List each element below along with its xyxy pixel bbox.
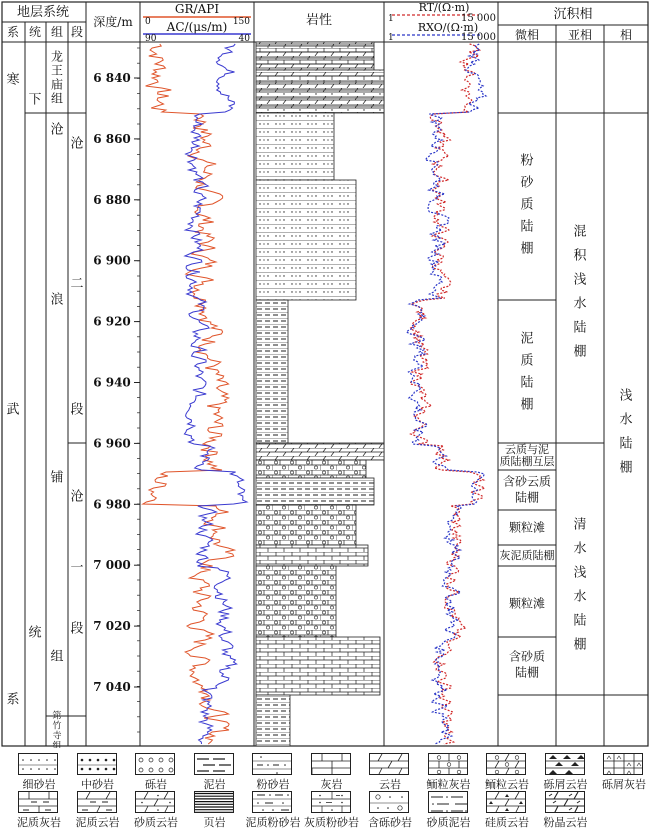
legend-label: 云岩	[379, 778, 401, 791]
member-2-char: 沧	[70, 136, 84, 152]
silt-crystal-dolomite-swatch	[545, 791, 585, 813]
member-1-char: 段	[70, 621, 84, 637]
conglomerate-swatch	[135, 753, 175, 775]
legend-label: 砾屑云岩	[543, 778, 588, 791]
legend-item-limestone	[303, 753, 361, 793]
legend-item-mudstone	[186, 753, 244, 793]
lithology-block	[256, 82, 384, 90]
legend-label: 泥质云岩	[75, 816, 120, 829]
member-2-char: 二	[70, 276, 84, 292]
depth-tick-label: 6 880	[93, 192, 131, 207]
formation-main-char: 沧	[50, 122, 64, 138]
legend-item-sandy-dolomite	[127, 791, 185, 831]
legend-label: 砾岩	[145, 778, 167, 791]
legend-label: 砂质泥岩	[426, 816, 471, 829]
legend-label: 含砾砂岩	[368, 816, 412, 829]
microfacies-label-char: 陆	[520, 219, 534, 235]
rt-label: RT/(Ω·m)	[418, 1, 470, 14]
facies-label-char: 水	[619, 412, 633, 428]
legend-item-pebbly-sandstone	[361, 791, 419, 831]
microfacies-label: 灰泥质陆棚	[499, 549, 555, 562]
legend-label: 泥质灰岩	[17, 816, 61, 829]
system-label-char: 寒	[6, 72, 20, 88]
depth-tick-label: 6 980	[93, 497, 131, 512]
subfacies-label-char: 陆	[573, 320, 587, 336]
microfacies-label: 陆棚	[514, 490, 540, 505]
depth-header: 深度/m	[93, 15, 133, 29]
formation-bottom-char: 竹	[52, 721, 62, 732]
depth-tick-label: 6 860	[93, 131, 131, 146]
microfacies-label-char: 质	[520, 353, 534, 369]
subfacies-label-char: 积	[573, 248, 587, 264]
legend-label: 泥岩	[203, 778, 226, 791]
argillaceous-limestone-swatch	[18, 791, 58, 813]
facies-header: 沉积相	[553, 7, 593, 22]
lithology-block	[256, 505, 356, 545]
depth-tick-label: 7 040	[93, 680, 131, 694]
formation-bottom-char: 组	[52, 741, 62, 748]
legend-label: 粉砂岩	[256, 778, 290, 791]
lithology-block	[256, 545, 368, 566]
ac-max: 40	[238, 34, 250, 44]
depth-tick-label: 7 020	[93, 619, 131, 634]
legend-item-intraclast-limestone	[595, 753, 650, 793]
group-header: 组	[50, 25, 64, 39]
legend-item-argillaceous-limestone	[10, 791, 68, 831]
shale-swatch	[194, 791, 234, 813]
legend-item-oolitic-limestone	[420, 753, 478, 793]
microfacies-label: 含砂云质	[502, 474, 552, 489]
formation-top-char: 庙	[50, 77, 64, 92]
lithology-header: 岩性	[305, 13, 333, 28]
lithology-block	[256, 460, 366, 478]
legend-item-sandy-mudstone	[420, 791, 478, 831]
formation-top-char: 龙	[50, 49, 64, 64]
rt-curve	[410, 44, 484, 744]
depth-tick-label: 6 840	[93, 71, 131, 85]
formation-main-char: 浪	[50, 292, 64, 308]
legend-item-medium-sand	[69, 753, 127, 793]
ac-label: AC/(μs/m)	[166, 20, 228, 34]
legend-label: 砾屑灰岩	[602, 778, 646, 791]
lithology-block	[256, 46, 374, 52]
facies-label-char: 浅	[619, 388, 633, 404]
depth-tick-label: 6 960	[93, 436, 131, 451]
oolitic-limestone-swatch	[428, 753, 468, 775]
rt-min: 1	[388, 14, 394, 24]
rxo-max: 15 000	[461, 32, 496, 43]
system-label-char: 武	[6, 402, 20, 418]
facies-col-header: 相	[619, 28, 633, 42]
depth-tick-label: 6 900	[93, 253, 131, 268]
facies-label-char: 棚	[619, 460, 633, 476]
legend-item-shale	[186, 791, 244, 831]
legend-item-silt-crystal-dolomite	[537, 791, 595, 831]
legend-label: 灰岩	[320, 778, 343, 791]
microfacies-label: 云质与泥	[505, 443, 549, 456]
member-1-char: 一	[70, 560, 84, 576]
legend-item-calcareous-siltstone	[303, 791, 361, 831]
subfacies-label-char: 陆	[573, 613, 587, 629]
legend-label: 页岩	[203, 816, 226, 829]
gr-max: 150	[232, 17, 250, 27]
fine-sand-swatch	[18, 753, 58, 775]
stratigraphy-header: 地层系统	[16, 5, 70, 20]
lithology-block	[256, 76, 384, 82]
sandy-mudstone-swatch	[428, 791, 468, 813]
depth-tick-label: 6 940	[93, 375, 131, 390]
legend-item-dolomite	[361, 753, 419, 793]
dolomite-swatch	[369, 753, 409, 775]
ac-min: 90	[145, 34, 157, 44]
depth-tick-label: 6 920	[93, 314, 131, 329]
depth-tick-label: 7 000	[93, 558, 131, 573]
microfacies-label-char: 质	[520, 197, 534, 213]
legend-label: 硅质云岩	[485, 816, 529, 829]
lithology-block	[256, 98, 384, 106]
gr-label: GR/API	[174, 2, 220, 16]
argillaceous-siltstone-swatch	[252, 791, 292, 813]
microfacies-label: 质陆棚互层	[499, 455, 555, 468]
formation-main-char: 组	[50, 649, 64, 665]
lithology-block	[256, 566, 336, 637]
mudstone-swatch	[194, 753, 234, 775]
subfacies-label-char: 混	[573, 224, 587, 240]
calcareous-siltstone-swatch	[311, 791, 351, 813]
lithology-block	[256, 106, 384, 113]
formation-bottom-char: 筇	[52, 711, 62, 722]
lithology-block	[256, 113, 334, 180]
microfacies-label: 颗粒滩	[508, 596, 546, 611]
ac-curve	[184, 44, 247, 744]
system-header: 系	[6, 25, 20, 39]
microfacies-label-char: 泥	[520, 331, 534, 347]
rxo-min: 1	[388, 33, 394, 43]
subfacies-label-char: 清	[573, 517, 587, 533]
argillaceous-dolomite-swatch	[77, 791, 117, 813]
lithology-block	[256, 58, 374, 64]
microfacies-label: 含砂质	[508, 649, 546, 664]
microfacies-label-char: 砂	[520, 175, 534, 191]
sandy-dolomite-swatch	[135, 791, 175, 813]
subfacies-label-char: 水	[573, 541, 587, 557]
subfacies-label-char: 水	[573, 589, 587, 605]
microfacies-label-char: 棚	[520, 241, 534, 257]
facies-label-char: 陆	[619, 436, 633, 452]
subfacies-label-char: 棚	[573, 344, 587, 360]
legend-label: 中砂岩	[81, 778, 114, 791]
microfacies-label-char: 陆	[520, 375, 534, 391]
lithology-block	[256, 42, 374, 46]
member-1-char: 沧	[70, 489, 84, 505]
gr-min: 0	[145, 17, 151, 27]
legend-item-argillaceous-dolomite	[69, 791, 127, 831]
legend-item-fine-sand	[10, 753, 68, 793]
legend-label: 鲕粒云岩	[485, 778, 529, 791]
legend-item-oolitic-dolomite	[478, 753, 536, 793]
intraclast-limestone-swatch	[603, 753, 643, 775]
formation-top-char: 王	[50, 63, 64, 78]
lithology-block	[256, 300, 288, 443]
microfacies-label-char: 棚	[520, 397, 534, 413]
intraclast-dolomite-swatch	[545, 753, 585, 775]
legend-label: 粉晶云岩	[543, 816, 588, 829]
system-label-char: 系	[6, 692, 20, 708]
formation-main-char: 铺	[50, 470, 64, 486]
lithology-block	[256, 478, 374, 505]
legend-label: 泥质粉砂岩	[245, 816, 301, 829]
legend-item-conglomerate	[127, 753, 185, 793]
siltstone-swatch	[252, 753, 292, 775]
lithology-block	[256, 443, 384, 460]
lithology-block	[256, 70, 384, 76]
subfacies-label-char: 水	[573, 296, 587, 312]
lithology-block	[256, 637, 380, 695]
legend-item-argillaceous-siltstone	[244, 791, 302, 831]
lithology-block	[256, 64, 374, 70]
oolitic-dolomite-swatch	[486, 753, 526, 775]
microfacies-label: 陆棚	[514, 665, 540, 680]
rt-max: 15 000	[461, 13, 496, 24]
legend-item-siliceous-dolomite	[478, 791, 536, 831]
lithology-block	[256, 52, 374, 58]
subfacies-header: 亚相	[567, 28, 593, 42]
siliceous-dolomite-swatch	[486, 791, 526, 813]
rxo-curve	[406, 44, 486, 744]
legend-label: 细砂岩	[22, 778, 56, 791]
limestone-swatch	[311, 753, 351, 775]
lithology-block	[256, 180, 356, 300]
microfacies-header: 微相	[514, 28, 540, 42]
member-header: 段	[70, 25, 84, 39]
lithology-block	[256, 695, 290, 746]
legend-item-siltstone	[244, 753, 302, 793]
member-2-char: 段	[70, 402, 84, 418]
subfacies-label-char: 浅	[573, 565, 587, 581]
gr-curve	[143, 44, 235, 744]
series-unit-label: 统	[28, 625, 42, 641]
legend-label: 灰质粉砂岩	[304, 816, 359, 829]
legend-item-intraclast-dolomite	[537, 753, 595, 793]
microfacies-label: 颗粒滩	[508, 520, 546, 535]
formation-top-char: 组	[50, 91, 64, 106]
medium-sand-swatch	[77, 753, 117, 775]
rxo-label: RXO/(Ω·m)	[417, 21, 479, 34]
legend-label: 鲕粒灰岩	[426, 778, 471, 791]
lithology-block	[256, 90, 384, 98]
microfacies-label-char: 粉	[520, 153, 534, 169]
series-header: 统	[28, 25, 42, 39]
pebbly-sandstone-swatch	[369, 791, 409, 813]
subfacies-label-char: 棚	[573, 637, 587, 653]
legend-label: 砂质云岩	[134, 816, 178, 829]
series-lower-label: 下	[28, 92, 42, 108]
subfacies-label-char: 浅	[573, 272, 587, 288]
formation-bottom-char: 寺	[52, 731, 62, 742]
